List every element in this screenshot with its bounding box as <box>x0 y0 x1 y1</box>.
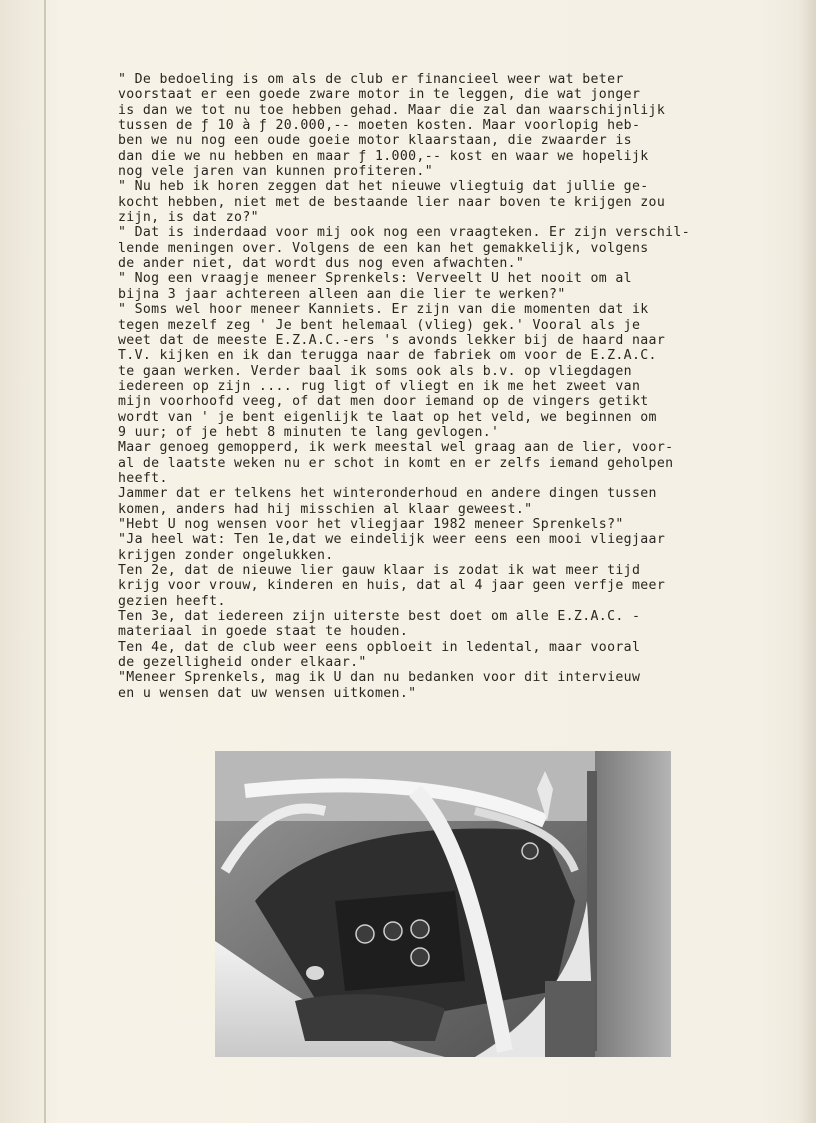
text-line: Ten 4e, dat de club weer eens opbloeit in ledental, maar vooral <box>118 639 641 655</box>
text-line: de gezelligheid onder elkaar." <box>118 655 367 671</box>
text-line: materiaal in goede staat te houden. <box>118 624 409 640</box>
text-line: " Soms wel hoor meneer Kanniets. Er zijn van die momenten dat ik <box>118 302 649 318</box>
text-line: komen, anders had hij misschien al klaar geweest." <box>118 501 533 517</box>
text-line: krijgen zonder ongelukken. <box>118 547 334 563</box>
text-line: is dan we tot nu toe hebben gehad. Maar die zal dan waarschijnlijk <box>118 102 666 118</box>
text-line: weet dat de meeste E.Z.A.C.-ers 's avonds lekker bij de haard naar <box>118 332 666 348</box>
text-line: de ander niet, dat wordt dus nog even afwachten." <box>118 256 525 272</box>
photo-illustration <box>215 751 671 1057</box>
text-line: " Nu heb ik horen zeggen dat het nieuwe vliegtuig dat jullie ge- <box>118 179 649 195</box>
text-line: al de laatste weken nu er schot in komt en er zelfs iemand geholpen <box>118 455 674 471</box>
text-line: Maar genoeg gemopperd, ik werk meestal wel graag aan de lier, voor- <box>118 440 674 456</box>
text-line: T.V. kijken en ik dan terugga naar de fabriek om voor de E.Z.A.C. <box>118 348 657 364</box>
glider-cockpit-photo <box>215 751 671 1057</box>
text-line: kocht hebben, niet met de bestaande lier naar boven te krijgen zou <box>118 194 666 210</box>
text-line: iedereen op zijn .... rug ligt of vliegt en ik me het zweet van <box>118 378 641 394</box>
text-line: "Ja heel wat: Ten 1e,dat we eindelijk weer eens een mooi vliegjaar <box>118 532 666 548</box>
text-line: en u wensen dat uw wensen uitkomen." <box>118 685 417 701</box>
text-line: ben we nu nog een oude goeie motor klaarstaan, die zwaarder is <box>118 133 632 149</box>
text-line: Ten 3e, dat iedereen zijn uiterste best doet om alle E.Z.A.C. - <box>118 609 641 625</box>
text-line: " Dat is inderdaad voor mij ook nog een vraagteken. Er zijn verschil- <box>118 225 690 241</box>
text-line: 9 uur; of je hebt 8 minuten te lang gevlogen.' <box>118 424 500 440</box>
text-line: tussen de ƒ 10 à ƒ 20.000,-- moeten kosten. Maar voorlopig heb- <box>118 118 641 134</box>
text-line: tegen mezelf zeg ' Je bent helemaal (vlieg) gek.' Vooral als je <box>118 317 641 333</box>
text-line: Ten 2e, dat de nieuwe lier gauw klaar is zodat ik wat meer tijd <box>118 563 641 578</box>
text-line: te gaan werken. Verder baal ik soms ook als b.v. op vliegdagen <box>118 363 632 379</box>
text-line: mijn voorhoofd veeg, of dat men door iemand op de vingers getikt <box>118 394 649 410</box>
text-line: zijn, is dat zo?" <box>118 210 259 226</box>
text-line: wordt van ' je bent eigenlijk te laat op het veld, we beginnen om <box>118 409 657 425</box>
page-edge-shadow <box>798 0 816 1123</box>
text-line: " Nog een vraagje meneer Sprenkels: Verveelt U het nooit om al <box>118 271 632 287</box>
text-line: "Hebt U nog wensen voor het vliegjaar 1982 meneer Sprenkels?" <box>118 516 624 532</box>
text-line: voorstaat er een goede zware motor in te leggen, die wat jonger <box>118 87 641 103</box>
text-line: bijna 3 jaar achtereen alleen aan die lier te werken?" <box>118 286 566 302</box>
text-line: krijg voor vrouw, kinderen en huis, dat al 4 jaar geen verfje meer <box>118 578 666 594</box>
binding-line <box>44 0 46 1123</box>
text-line: nog vele jaren van kunnen profiteren." <box>118 164 434 180</box>
text-line: dan die we nu hebben en maar ƒ 1.000,-- kost en waar we hopelijk <box>118 148 649 164</box>
text-line: heeft. <box>118 470 168 486</box>
text-line: lende meningen over. Volgens de een kan het gemakkelijk, volgens <box>118 240 649 256</box>
text-line: gezien heeft. <box>118 593 226 609</box>
text-line: Jammer dat er telkens het winteronderhoud en andere dingen tussen <box>118 486 657 502</box>
text-line: " De bedoeling is om als de club er financieel weer wat beter <box>118 72 624 87</box>
text-line: "Meneer Sprenkels, mag ik U dan nu bedanken voor dit intervieuw <box>118 670 641 686</box>
interview-text <box>118 72 778 701</box>
